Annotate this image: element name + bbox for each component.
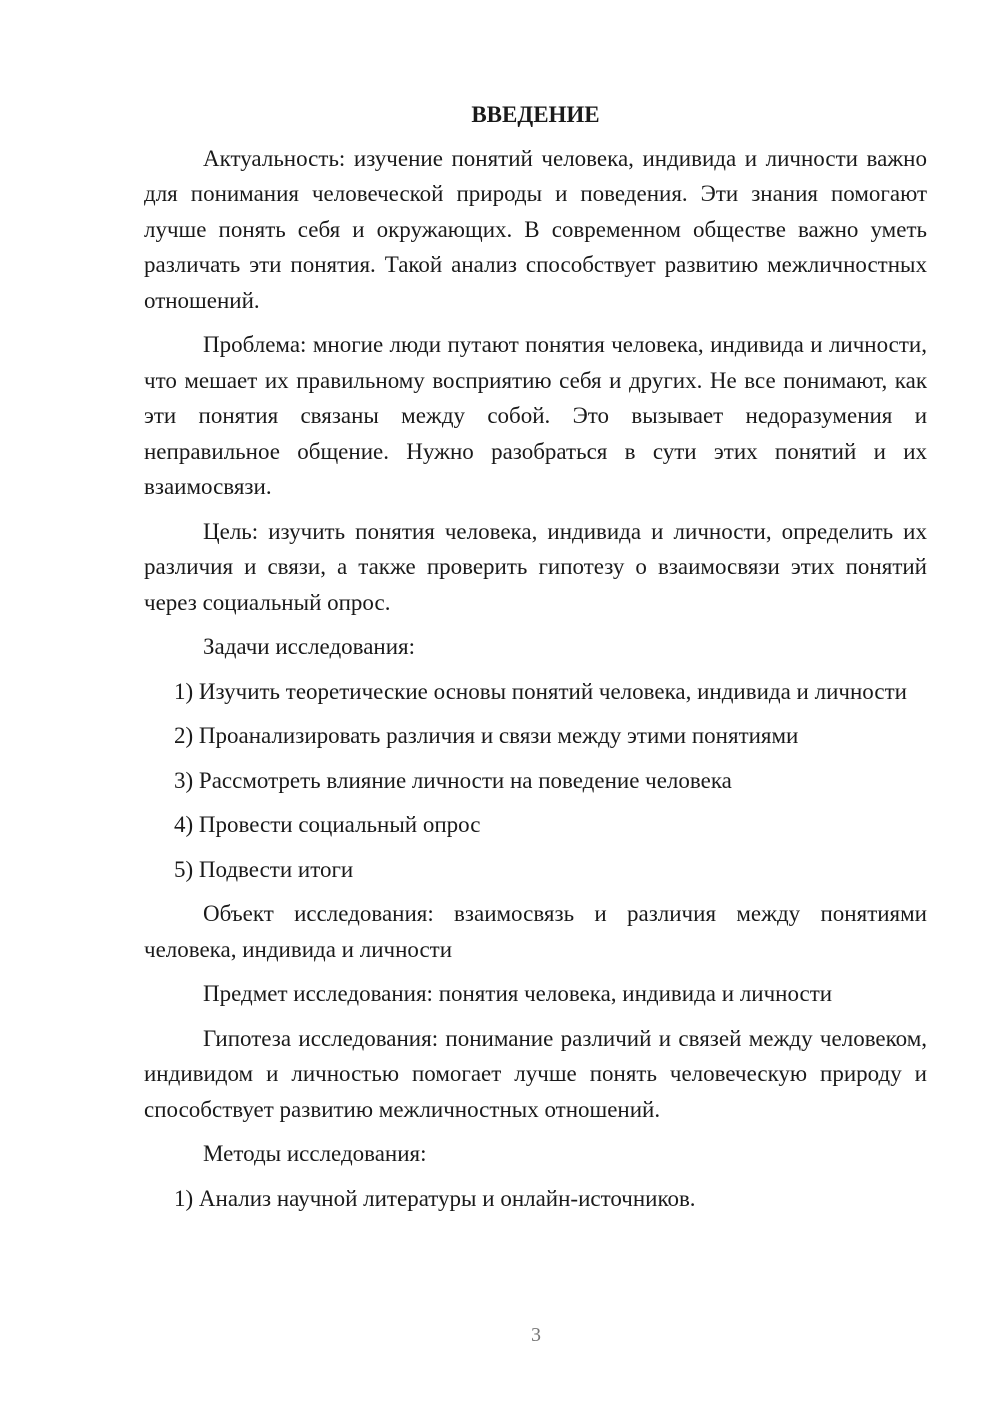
- tasks-heading: Задачи исследования:: [203, 634, 416, 659]
- object-paragraph: Объект исследования: взаимосвязь и различия между понятиями человека, индивида и личности: [144, 901, 927, 962]
- task-item-2: 2) Проанализировать различия и связи между этими понятиями: [174, 723, 799, 748]
- task-item-4: 4) Провести социальный опрос: [174, 812, 481, 837]
- hypothesis-paragraph: Гипотеза исследования: понимание различий и связей между человеком, индивидом и личностью помогает лучше понять человеческую природу и способствует развитию межличностных отношений.: [144, 1025, 927, 1122]
- goal-paragraph: Цель: изучить понятия человека, индивида и личности, определить их различия и связи, а также проверить гипотезу о взаимосвязи этих понятий через социальный опрос.: [144, 518, 927, 615]
- problem-paragraph: Проблема: многие люди путают понятия человека, индивида и личности, что мешает их правильному восприятию себя и других. Не все понимают, как эти понятия связаны между собой. Это вызывает недоразумения и неправильное общение. Нужно разобраться в сути этих понятий и их взаимосвязи.: [144, 332, 927, 499]
- relevance-paragraph: Актуальность: изучение понятий человека, индивида и личности важно для понимания человеческой природы и поведения. Эти знания помогают лучше понять себя и окружающих. В современном обществе важно уметь различать эти понятия. Такой анализ способствует развитию межличностных отношений.: [144, 145, 927, 313]
- method-item-1: 1) Анализ научной литературы и онлайн-источников.: [174, 1185, 696, 1211]
- subject-paragraph: Предмет исследования: понятия человека, индивида и личности: [203, 981, 833, 1006]
- task-item-5: 5) Подвести итоги: [174, 856, 354, 882]
- section-title: ВВЕДЕНИЕ: [471, 102, 600, 127]
- methods-heading: Методы исследования:: [203, 1141, 427, 1166]
- page-number: 3: [531, 1324, 541, 1346]
- task-item-1: 1) Изучить теоретические основы понятий человека, индивида и личности: [174, 678, 907, 704]
- task-item-3: 3) Рассмотреть влияние личности на поведение человека: [174, 767, 732, 793]
- page-content: [144, 97, 927, 1225]
